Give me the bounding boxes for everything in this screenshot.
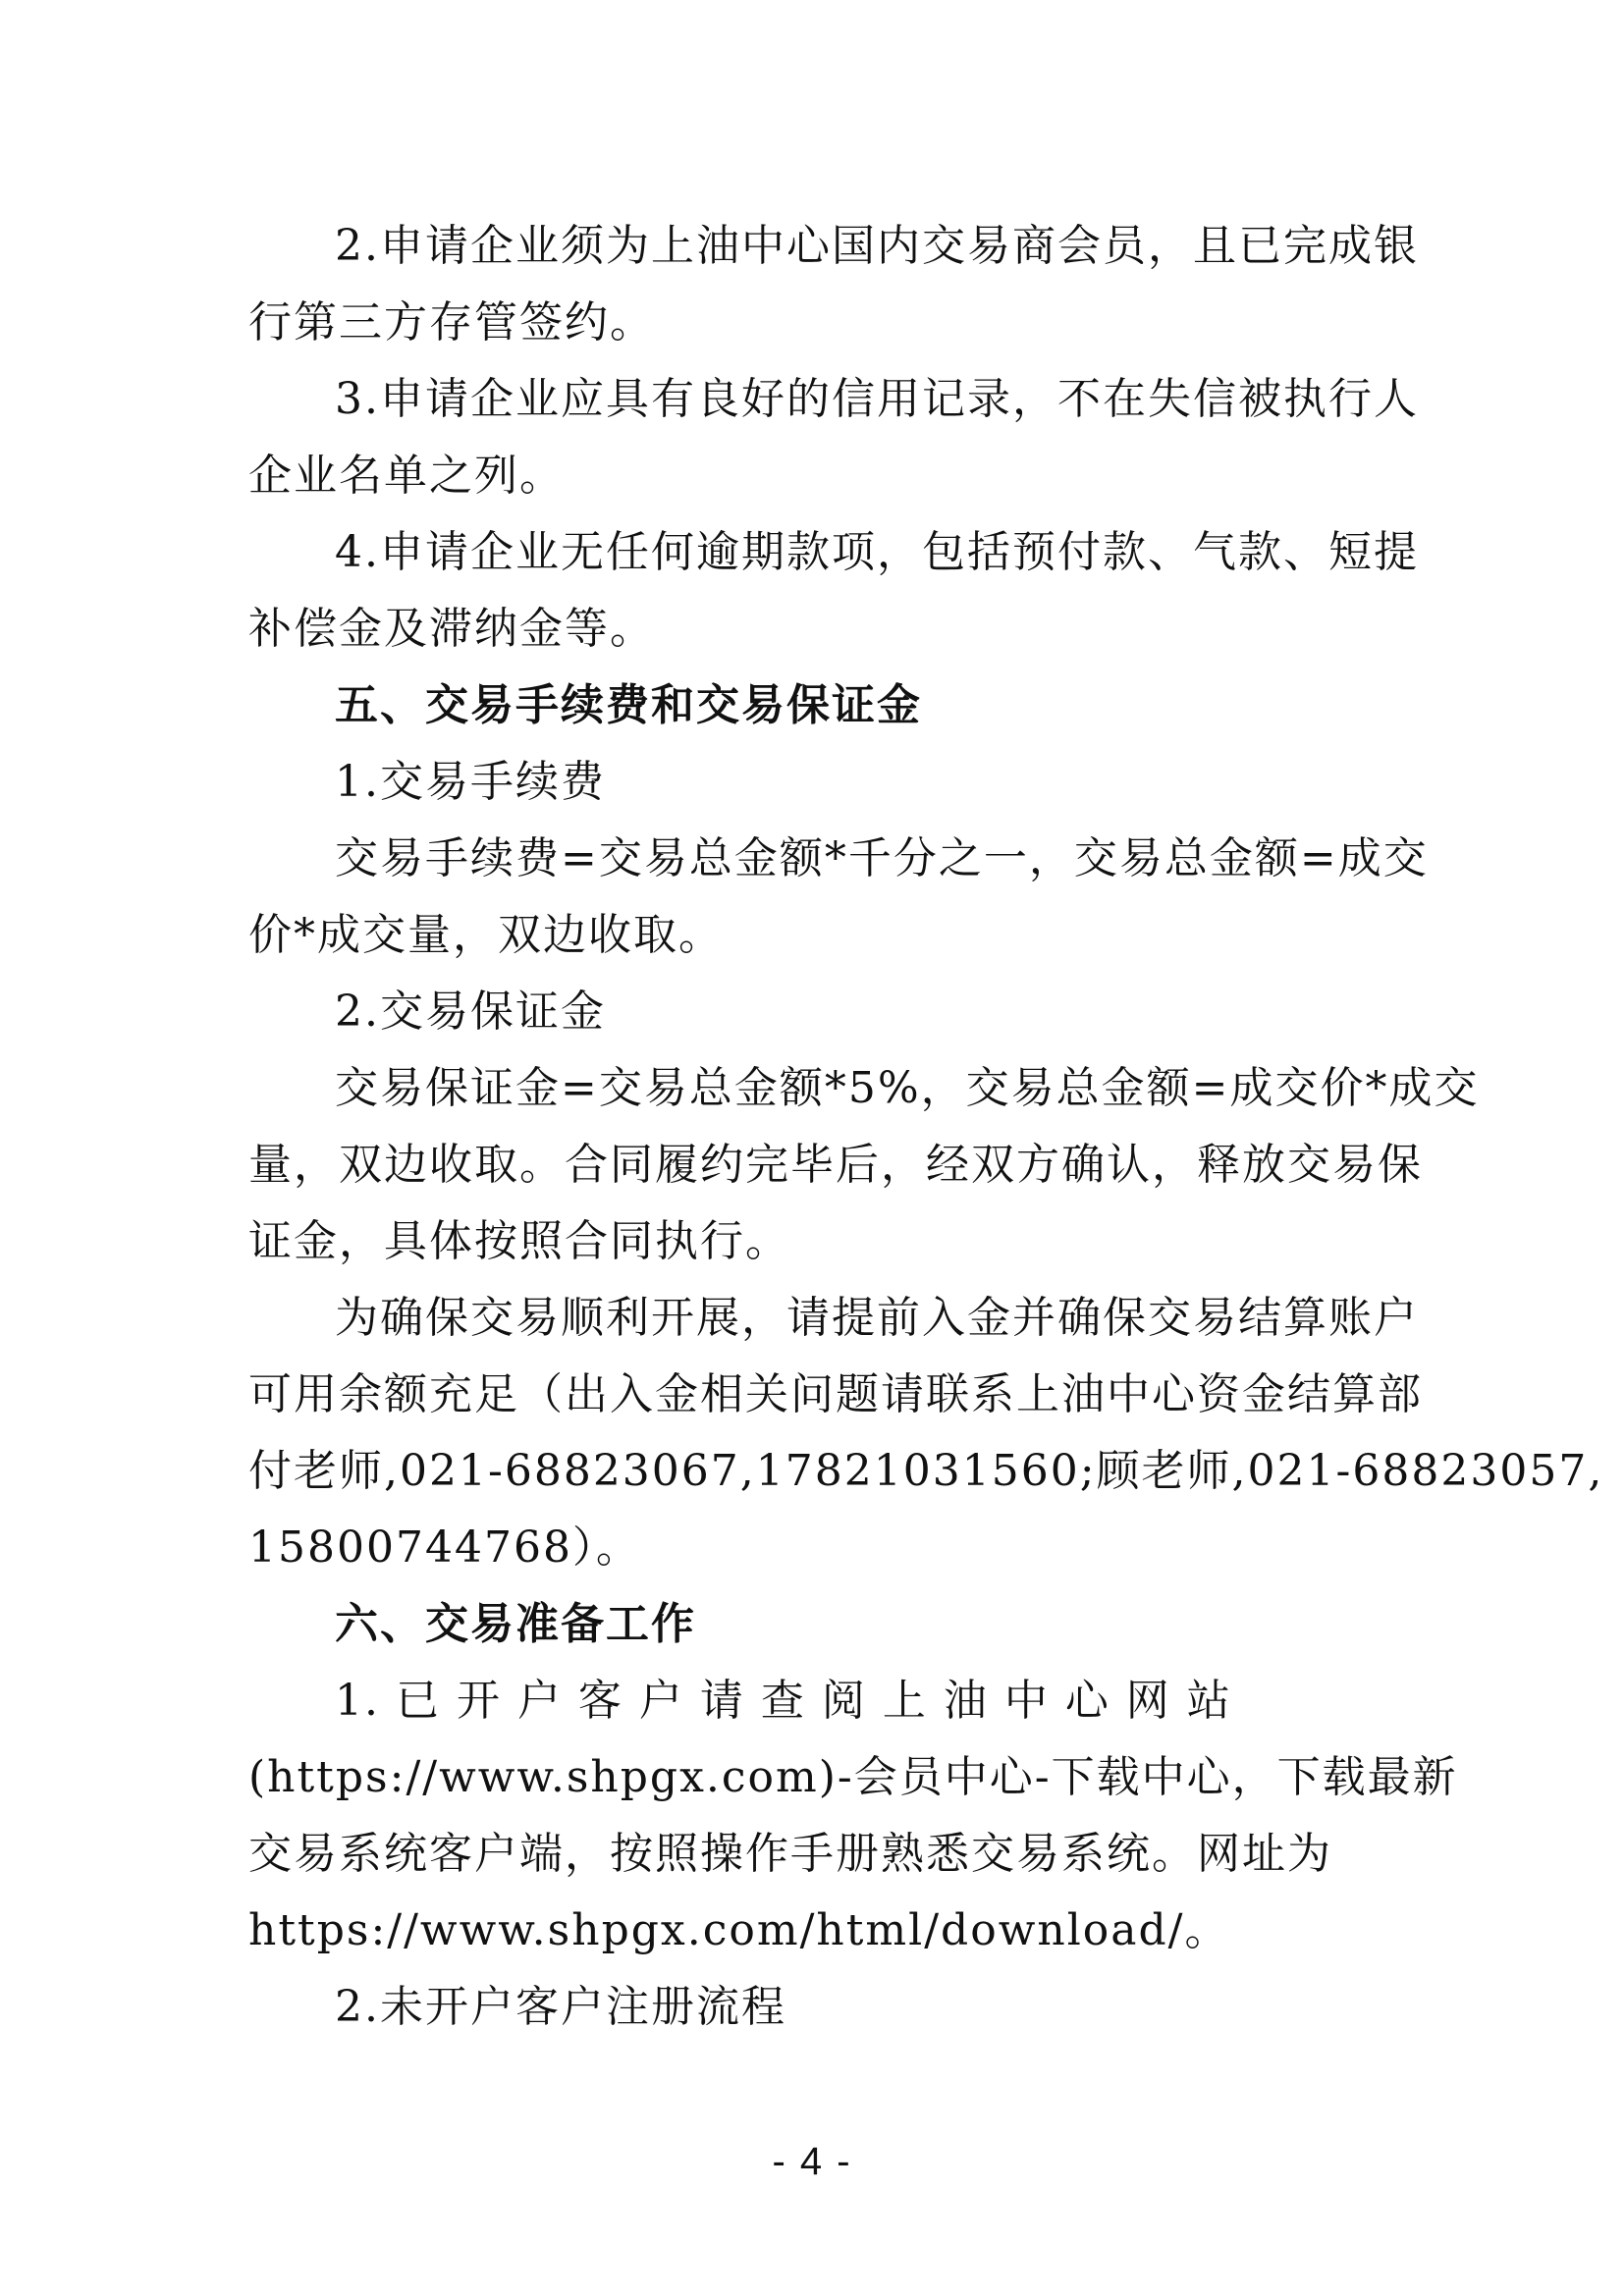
document-body xyxy=(248,208,1604,2046)
paragraph-line: (https://www.shpgx.com)-会员中心-下载中心，下载最新 xyxy=(248,1752,1458,1802)
paragraph-line: 补偿金及滞纳金等。 xyxy=(248,604,655,654)
paragraph-line: 量，双边收取。合同履约完毕后，经双方确认，释放交易保 xyxy=(248,1140,1423,1190)
paragraph-line: 交易系统客户端，按照操作手册熟悉交易系统。网址为 xyxy=(248,1829,1332,1879)
paragraph-line: 2.未开户客户注册流程 xyxy=(335,1982,786,2032)
paragraph-line: 1. 已 开 户 客 户 请 查 阅 上 油 中 心 网 站 xyxy=(335,1676,1232,1726)
subsection-heading: 1.交易手续费 xyxy=(335,757,606,807)
paragraph-line: 3.申请企业应具有良好的信用记录，不在失信被执行人 xyxy=(335,374,1419,424)
paragraph-line: 2.申请企业须为上油中心国内交易商会员，且已完成银 xyxy=(335,221,1419,271)
paragraph-line: 交易保证金=交易总金额*5%，交易总金额=成交价*成交 xyxy=(335,1063,1480,1113)
paragraph-line: 企业名单之列。 xyxy=(248,451,565,501)
page-number: - 4 - xyxy=(772,2140,852,2183)
paragraph-line: 价*成交量，双边收取。 xyxy=(248,910,724,960)
paragraph-line: 15800744768）。 xyxy=(248,1522,641,1573)
paragraph-line: 4.申请企业无任何逾期款项，包括预付款、气款、短提 xyxy=(335,527,1419,577)
section-heading: 六、交易准备工作 xyxy=(335,1599,696,1649)
section-heading: 五、交易手续费和交易保证金 xyxy=(335,680,922,730)
paragraph-line: https://www.shpgx.com/html/download/。 xyxy=(248,1905,1230,1955)
paragraph-line: 证金，具体按照合同执行。 xyxy=(248,1216,790,1266)
paragraph-line: 为确保交易顺利开展，请提前入金并确保交易结算账户 xyxy=(335,1293,1419,1343)
paragraph-line: 行第三方存管签约。 xyxy=(248,297,655,347)
paragraph-line: 可用余额充足（出入金相关问题请联系上油中心资金结算部 xyxy=(248,1369,1423,1419)
paragraph-line: 交易手续费=交易总金额*千分之一，交易总金额=成交 xyxy=(335,833,1429,883)
subsection-heading: 2.交易保证金 xyxy=(335,987,606,1037)
paragraph-line: 付老师,021-68823067,17821031560;顾老师,021-68823057, xyxy=(248,1446,1604,1496)
